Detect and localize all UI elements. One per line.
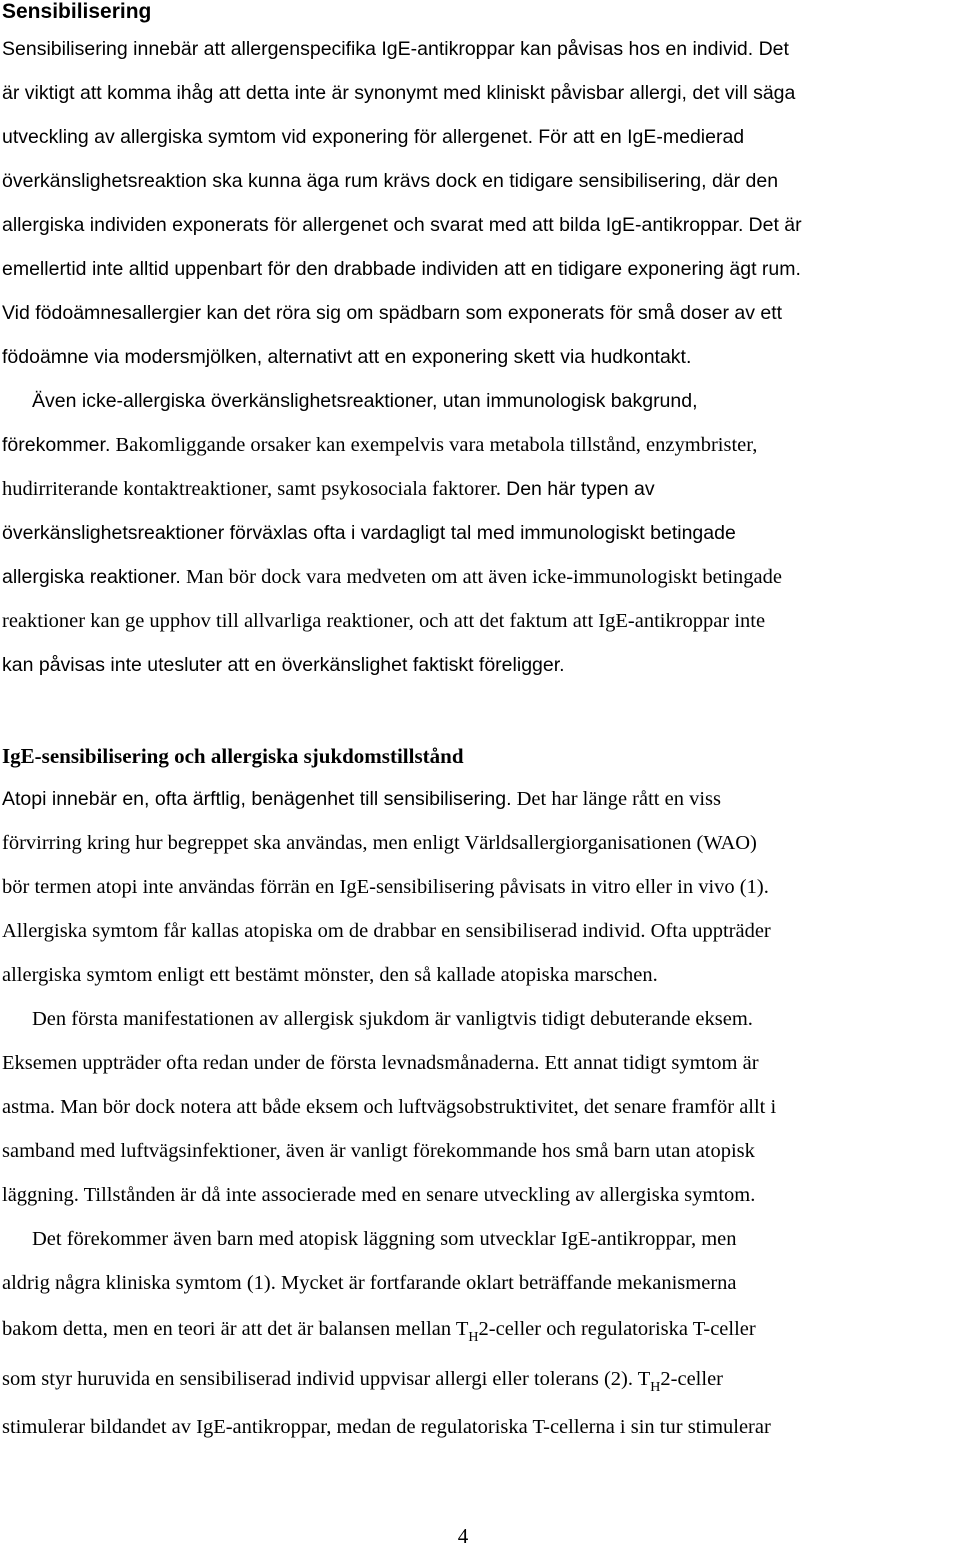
text-line	[2, 918, 771, 944]
text-segment: 2-celler	[660, 1368, 723, 1390]
section-heading: Sensibilisering	[2, 0, 152, 23]
text-segment: allergiska reaktioner.	[2, 566, 181, 588]
text-line: bör termen atopi inte användas förrän en IgE-sensibilisering påvisats in vitro eller in vivo (1).	[2, 876, 769, 898]
text-line: förvirring kring hur begreppet ska användas, men enligt Världsallergiorganisationen (WAO)	[2, 832, 757, 854]
text-segment: Det har länge rått en viss	[516, 788, 721, 810]
text-segment: som styr huruvida en sensibiliserad individ uppvisar allergi eller tolerans (2). T	[2, 1368, 651, 1390]
text-segment: hudirriterande kontaktreaktioner, samt psykosociala faktorer.	[2, 478, 501, 500]
text-segment: Den här typen av	[506, 478, 655, 500]
section-heading: IgE-sensibilisering och allergiska sjukdomstillstånd	[2, 744, 464, 768]
page-number: 4	[457, 1524, 469, 1548]
text-segment: bakom detta, men en teori är att det är balansen mellan T	[2, 1318, 469, 1340]
text-line: kan påvisas inte utesluter att en överkänslighet faktiskt föreligger.	[2, 654, 565, 676]
text-line: astma. Man bör dock notera att både eksem och luftvägsobstruktivitet, det senare framför allt i	[2, 1096, 777, 1118]
text-line	[2, 564, 782, 590]
text-line: läggning. Tillstånden är då inte associerade med en senare utveckling av allergiska symtom.	[2, 1184, 756, 1206]
text-segment: utveckling av allergiska symtom vid exponering för allergenet.	[2, 126, 534, 148]
text-segment: Man bör dock vara medveten om att även icke-immunologiskt betingade	[185, 566, 783, 588]
text-line	[2, 124, 744, 150]
text-line: emellertid inte alltid uppenbart för den drabbade individen att en tidigare exponering ägt rum.	[2, 258, 801, 280]
text-line: överkänslighetsreaktioner förväxlas ofta i vardagligt tal med immunologiskt betingade	[2, 522, 736, 544]
text-line: allergiska symtom enligt ett bestämt mönster, den så kallade atopiska marschen.	[2, 964, 658, 986]
text-segment: Atopi innebär en, ofta ärftlig, benägenhet till sensibilisering.	[2, 788, 512, 810]
text-line	[2, 432, 757, 458]
text-line: reaktioner kan ge upphov till allvarliga reaktioner, och att det faktum att IgE-antikroppar inte	[2, 610, 766, 632]
text-line: Även icke-allergiska överkänslighetsreaktioner, utan immunologisk bakgrund,	[32, 390, 698, 412]
text-line	[2, 476, 655, 502]
text-segment: 2-celler och regulatoriska T-celler	[478, 1318, 756, 1340]
subscript: H	[650, 1380, 661, 1395]
text-segment: förekommer.	[2, 434, 111, 456]
text-segment: allergiska individen exponerats för allergenet och svarat med att bilda IgE-antikroppar.	[2, 214, 744, 236]
text-line: födoämne via modersmjölken, alternativt att en exponering skett via hudkontakt.	[2, 346, 692, 368]
text-line	[2, 212, 802, 238]
text-line: stimulerar bildandet av IgE-antikroppar, medan de regulatoriska T-cellerna i sin tur stimulerar	[2, 1416, 771, 1438]
text-segment: Det är	[748, 214, 802, 236]
text-line: Eksemen uppträder ofta redan under de första levnadsmånaderna. Ett annat tidigt symtom är	[2, 1052, 759, 1074]
text-line: Sensibilisering innebär att allergenspecifika IgE-antikroppar kan påvisas hos en individ. Det	[2, 38, 789, 60]
text-line	[2, 1316, 756, 1345]
text-line: Det förekommer även barn med atopisk läggning som utvecklar IgE-antikroppar, men	[32, 1228, 737, 1250]
text-segment: Allergiska symtom får kallas atopiska om de drabbar en sensibiliserad individ.	[2, 920, 646, 942]
text-segment: Ofta uppträder	[650, 920, 771, 942]
text-line: Vid födoämnesallergier kan det röra sig om spädbarn som exponerats för små doser av ett	[2, 302, 783, 324]
text-line: överkänslighetsreaktion ska kunna äga rum krävs dock en tidigare sensibilisering, där den	[2, 170, 779, 192]
text-segment: Bakomliggande orsaker kan exempelvis vara metabola tillstånd, enzymbrister,	[115, 434, 758, 456]
text-line: Den första manifestationen av allergisk sjukdom är vanligtvis tidigt debuterande eksem.	[32, 1008, 753, 1030]
text-segment: För att en IgE-medierad	[538, 126, 745, 148]
subscript: H	[468, 1330, 479, 1345]
text-line: är viktigt att komma ihåg att detta inte är synonymt med kliniskt påvisbar allergi, det vill säga	[2, 82, 796, 104]
text-line	[2, 1366, 723, 1395]
text-line	[2, 786, 721, 812]
text-line: aldrig några kliniska symtom (1). Mycket är fortfarande oklart beträffande mekanismerna	[2, 1272, 737, 1294]
text-line: samband med luftvägsinfektioner, även är vanligt förekommande hos små barn utan atopisk	[2, 1140, 755, 1162]
